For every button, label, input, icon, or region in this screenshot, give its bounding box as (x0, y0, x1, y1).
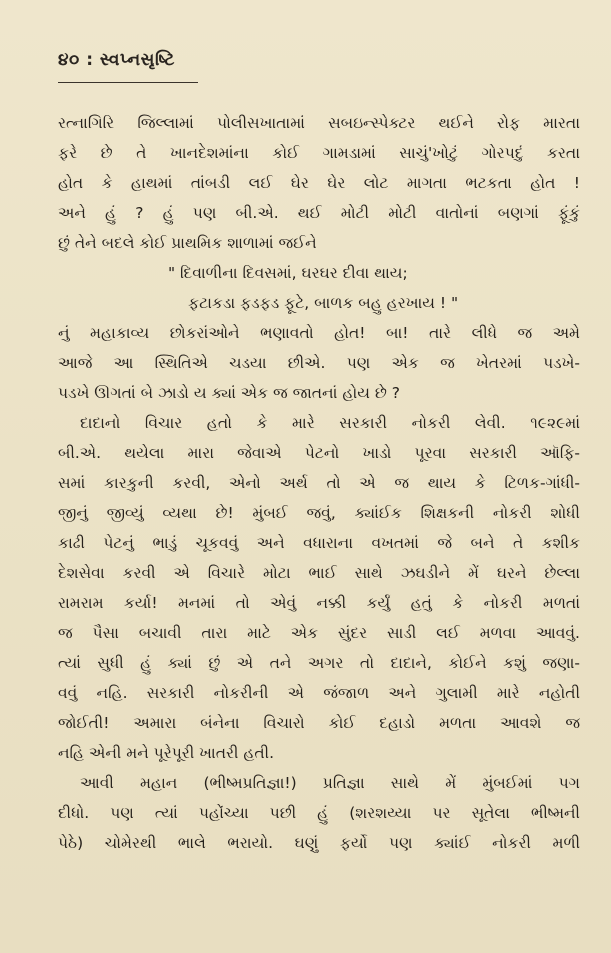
text-line: હોત કે હાથમાં તાંબડી લઈ ઘેર ઘેર લોટ માગતા ભટકતા હોત ! (58, 174, 580, 192)
text-line: આજે આ સ્થિતિએ ચડયા છીએ. પણ એક જ ખેતરમાં પડખે- (58, 354, 580, 372)
text-line: અને હું ? હું પણ બી.એ. થઈ મોટી મોટી વાતોનાં બણગાં ફૂંકું (58, 204, 580, 222)
text-line: રામરામ કર્યા! મનમાં તો એવું નક્કી કર્યું હતું કે નોકરી મળતાં (58, 594, 580, 612)
text-line: જીનું જીવ્યું વ્યથા છે! મુંબઈ જવું, ક્યાંઈક શિક્ષકની નોકરી શોધી (58, 504, 580, 522)
text-line: દીધો. પણ ત્યાં પહોંચ્યા પછી હું (શરશય્યા પર સૂતેલા ભીષ્મની (58, 804, 580, 822)
page-header: ૪૦ : સ્વપ્નસૃષ્ટિ (58, 50, 175, 70)
text-line: પેઠે) ચોમેરથી ભાલે ભરાયો. ઘણું ફર્યો પણ ક્યાંઈ નોકરી મળી (58, 834, 580, 852)
text-line: ફરે છે તે ખાનદેશમાંના કોઈ ગામડામાં સાચું'ખોટું ગોરપદું કરતા (58, 144, 580, 162)
text-line: ત્યાં સુધી હું ક્યાં છું એ તને અગર તો દાદાને, કોઈને કશું જણા- (58, 654, 580, 672)
text-line: જ પૈસા બચાવી તારા માટે એક સુંદર સાડી લઈ મળવા આવવું. (58, 624, 580, 642)
text-line: દાદાનો વિચાર હતો કે મારે સરકારી નોકરી લેવી. ૧૯૨૯માં (80, 414, 580, 432)
header-underline (58, 82, 198, 83)
text-line: પડખે ઊગતાં બે ઝાડો ય ક્યાં એક જ જાતનાં હોય છે ? (58, 384, 400, 402)
text-line: બી.એ. થયેલા મારા જેવાએ પેટનો ખાડો પૂરવા સરકારી ઑફિ- (58, 444, 580, 462)
text-line: દેશસેવા કરવી એ વિચારે મોટા ભાઈ સાથે ઝઘડીને મેં ઘરને છેલ્લા (58, 564, 580, 582)
text-line: સમાં કારકુની કરવી, એનો અર્થ તો એ જ થાય કે ટિળક-ગાંધી- (58, 474, 580, 492)
text-line: આવી મહાન (ભીષ્મપ્રતિજ્ઞા!) પ્રતિજ્ઞા સાથે મેં મુંબઈમાં પગ (80, 774, 580, 792)
text-line: વવું નહિ. સરકારી નોકરીની એ જંજાળ અને ગુલામી મારે નહોતી (58, 684, 580, 702)
text-line: છું તેને બદલે કોઈ પ્રાથમિક શાળામાં જઈને (58, 234, 317, 252)
text-line: જોઈતી! અમારા બંનેના વિચારો કોઈ દહાડો મળતા આવશે જ (58, 714, 580, 732)
verse-line: " દિવાળીના દિવસમાં, ઘરઘર દીવા થાય; (168, 264, 408, 282)
body-text (58, 108, 580, 858)
text-line: નહિ એની મને પૂરેપૂરી ખાતરી હતી. (58, 744, 275, 762)
text-line: રત્નાગિરિ જિલ્લામાં પોલીસખાતામાં સબઇન્સ્પેક્ટર થઈને રોફ મારતા (58, 114, 580, 132)
verse-line: ફટાકડા ફડફડ ફૂટે, બાળક બહુ હરખાય ! " (188, 294, 459, 312)
text-line: કાઢી પેટનું ભાડું ચૂકવવું અને વધારાના વખતમાં જે બને તે કશીક (58, 534, 580, 552)
text-line: નું મહાકાવ્ય છોકરાંઓને ભણાવતો હોત! બા! તારે લીધે જ અમે (58, 324, 580, 342)
